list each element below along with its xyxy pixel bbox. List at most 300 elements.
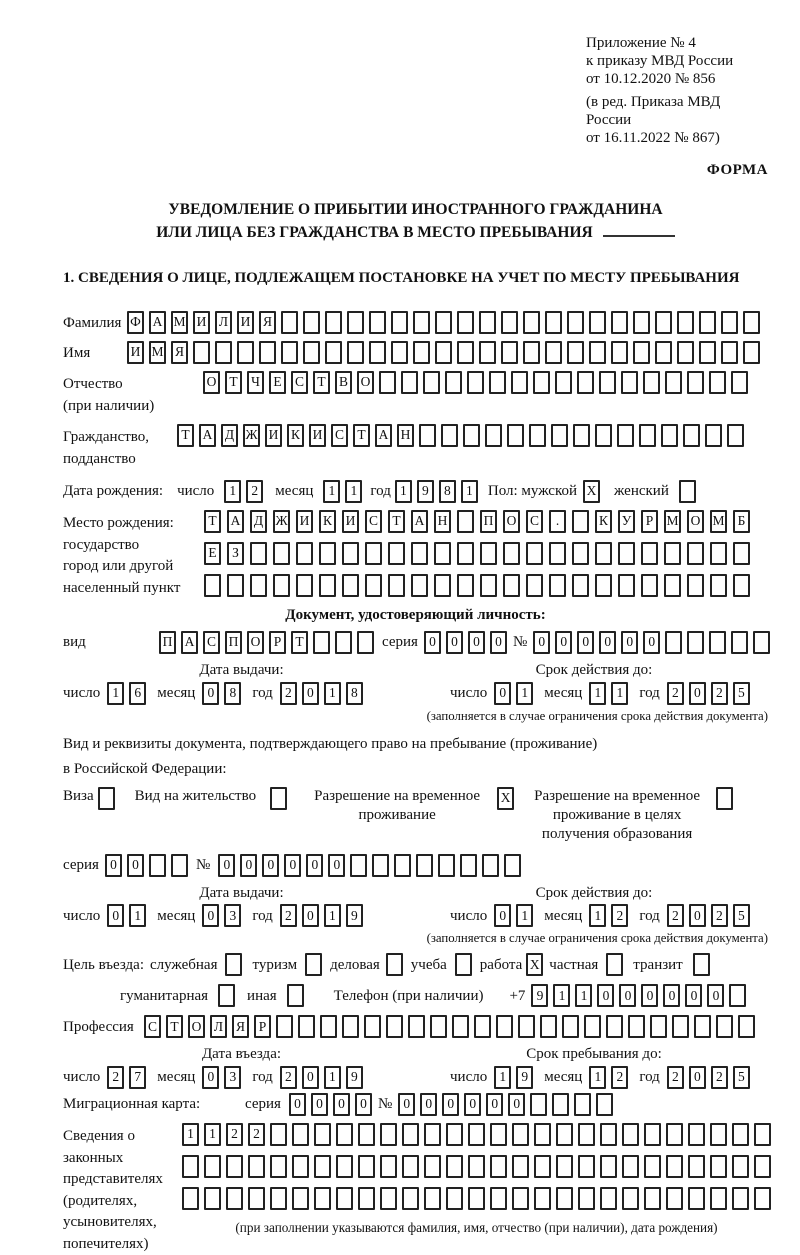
purpose-tourism-checkbox[interactable]: [305, 953, 322, 976]
char-cell[interactable]: 0: [127, 854, 144, 877]
profession-field[interactable]: [144, 1015, 755, 1038]
char-cell[interactable]: [507, 424, 524, 447]
char-cell[interactable]: 1: [553, 984, 570, 1007]
char-cell[interactable]: [552, 1093, 569, 1116]
char-cell[interactable]: 0: [355, 1093, 372, 1116]
staydoc-valid-day-field[interactable]: [494, 904, 533, 927]
char-cell[interactable]: [572, 510, 589, 533]
char-cell[interactable]: 0: [555, 631, 572, 654]
migration-number-field[interactable]: [398, 1093, 613, 1116]
char-cell[interactable]: 0: [420, 1093, 437, 1116]
char-cell[interactable]: [572, 542, 589, 565]
staydoc-number-field[interactable]: [218, 854, 521, 877]
char-cell[interactable]: Ч: [247, 371, 264, 394]
char-cell[interactable]: [358, 1155, 375, 1178]
char-cell[interactable]: [303, 341, 320, 364]
char-cell[interactable]: [518, 1015, 535, 1038]
char-cell[interactable]: [336, 1155, 353, 1178]
char-cell[interactable]: З: [227, 542, 244, 565]
purpose-humanitarian-checkbox[interactable]: [218, 984, 235, 1007]
purpose-work-checkbox[interactable]: [526, 953, 543, 976]
char-cell[interactable]: 0: [302, 1066, 319, 1089]
char-cell[interactable]: [549, 574, 566, 597]
char-cell[interactable]: [250, 542, 267, 565]
char-cell[interactable]: [567, 341, 584, 364]
char-cell[interactable]: 1: [182, 1123, 199, 1146]
char-cell[interactable]: [342, 1015, 359, 1038]
char-cell[interactable]: 1: [575, 984, 592, 1007]
char-cell[interactable]: А: [375, 424, 392, 447]
char-cell[interactable]: С: [144, 1015, 161, 1038]
char-cell[interactable]: [600, 1123, 617, 1146]
char-cell[interactable]: 2: [611, 1066, 628, 1089]
char-cell[interactable]: [434, 574, 451, 597]
char-cell[interactable]: П: [159, 631, 176, 654]
char-cell[interactable]: [572, 574, 589, 597]
char-cell[interactable]: [336, 1187, 353, 1210]
char-cell[interactable]: 2: [107, 1066, 124, 1089]
char-cell[interactable]: [350, 854, 367, 877]
char-cell[interactable]: Я: [232, 1015, 249, 1038]
char-cell[interactable]: [529, 424, 546, 447]
char-cell[interactable]: Б: [733, 510, 750, 533]
guardians-field-row2[interactable]: [182, 1155, 771, 1178]
char-cell[interactable]: [731, 631, 748, 654]
char-cell[interactable]: [677, 341, 694, 364]
char-cell[interactable]: 8: [224, 682, 241, 705]
char-cell[interactable]: Н: [397, 424, 414, 447]
char-cell[interactable]: [435, 311, 452, 334]
char-cell[interactable]: [596, 1093, 613, 1116]
char-cell[interactable]: [710, 542, 727, 565]
char-cell[interactable]: [423, 371, 440, 394]
char-cell[interactable]: 1: [516, 682, 533, 705]
char-cell[interactable]: [204, 1187, 221, 1210]
char-cell[interactable]: [357, 631, 374, 654]
char-cell[interactable]: Т: [204, 510, 221, 533]
char-cell[interactable]: [457, 510, 474, 533]
char-cell[interactable]: [584, 1015, 601, 1038]
char-cell[interactable]: [358, 1123, 375, 1146]
char-cell[interactable]: 1: [204, 1123, 221, 1146]
char-cell[interactable]: [556, 1187, 573, 1210]
char-cell[interactable]: [276, 1015, 293, 1038]
char-cell[interactable]: 9: [516, 1066, 533, 1089]
char-cell[interactable]: 1: [395, 480, 412, 503]
char-cell[interactable]: [716, 787, 733, 810]
patronymic-field[interactable]: [203, 371, 748, 394]
char-cell[interactable]: 0: [302, 682, 319, 705]
iddoc-series-field[interactable]: [424, 631, 507, 654]
char-cell[interactable]: 3: [224, 904, 241, 927]
char-cell[interactable]: Т: [313, 371, 330, 394]
purpose-business-checkbox[interactable]: [386, 953, 403, 976]
char-cell[interactable]: 0: [107, 904, 124, 927]
char-cell[interactable]: [589, 341, 606, 364]
char-cell[interactable]: 0: [619, 984, 636, 1007]
purpose-official-checkbox[interactable]: [225, 953, 242, 976]
char-cell[interactable]: Д: [221, 424, 238, 447]
char-cell[interactable]: А: [181, 631, 198, 654]
char-cell[interactable]: [699, 341, 716, 364]
char-cell[interactable]: [733, 542, 750, 565]
char-cell[interactable]: А: [149, 311, 166, 334]
char-cell[interactable]: [533, 371, 550, 394]
char-cell[interactable]: [457, 574, 474, 597]
char-cell[interactable]: О: [357, 371, 374, 394]
char-cell[interactable]: [237, 341, 254, 364]
char-cell[interactable]: [391, 311, 408, 334]
char-cell[interactable]: 1: [324, 1066, 341, 1089]
char-cell[interactable]: [434, 542, 451, 565]
char-cell[interactable]: Р: [641, 510, 658, 533]
char-cell[interactable]: 1: [461, 480, 478, 503]
char-cell[interactable]: [379, 371, 396, 394]
char-cell[interactable]: 0: [398, 1093, 415, 1116]
char-cell[interactable]: [549, 542, 566, 565]
char-cell[interactable]: [388, 574, 405, 597]
char-cell[interactable]: [683, 424, 700, 447]
char-cell[interactable]: Т: [291, 631, 308, 654]
char-cell[interactable]: [710, 1155, 727, 1178]
char-cell[interactable]: [305, 953, 322, 976]
char-cell[interactable]: [727, 424, 744, 447]
char-cell[interactable]: [296, 542, 313, 565]
char-cell[interactable]: [731, 371, 748, 394]
iddoc-issue-month-field[interactable]: [202, 682, 241, 705]
char-cell[interactable]: [556, 1123, 573, 1146]
char-cell[interactable]: [644, 1123, 661, 1146]
char-cell[interactable]: [573, 424, 590, 447]
char-cell[interactable]: [292, 1123, 309, 1146]
char-cell[interactable]: И: [296, 510, 313, 533]
char-cell[interactable]: [313, 631, 330, 654]
char-cell[interactable]: [732, 1123, 749, 1146]
iddoc-number-field[interactable]: [533, 631, 770, 654]
char-cell[interactable]: 1: [589, 682, 606, 705]
char-cell[interactable]: .: [549, 510, 566, 533]
name-field[interactable]: [127, 341, 760, 364]
char-cell[interactable]: [446, 1155, 463, 1178]
char-cell[interactable]: И: [127, 341, 144, 364]
rvp-checkbox[interactable]: [497, 787, 514, 810]
char-cell[interactable]: 0: [707, 984, 724, 1007]
char-cell[interactable]: [292, 1187, 309, 1210]
char-cell[interactable]: [754, 1155, 771, 1178]
char-cell[interactable]: [446, 1123, 463, 1146]
char-cell[interactable]: [503, 574, 520, 597]
char-cell[interactable]: [716, 1015, 733, 1038]
rvp-education-checkbox[interactable]: [716, 787, 733, 810]
char-cell[interactable]: [270, 1123, 287, 1146]
char-cell[interactable]: [754, 1187, 771, 1210]
char-cell[interactable]: [424, 1155, 441, 1178]
char-cell[interactable]: [441, 424, 458, 447]
char-cell[interactable]: 0: [333, 1093, 350, 1116]
char-cell[interactable]: Е: [204, 542, 221, 565]
char-cell[interactable]: [193, 341, 210, 364]
char-cell[interactable]: 0: [689, 1066, 706, 1089]
char-cell[interactable]: [530, 1093, 547, 1116]
char-cell[interactable]: [325, 341, 342, 364]
char-cell[interactable]: [709, 631, 726, 654]
char-cell[interactable]: [595, 542, 612, 565]
char-cell[interactable]: [424, 1187, 441, 1210]
char-cell[interactable]: [314, 1123, 331, 1146]
char-cell[interactable]: 5: [733, 682, 750, 705]
char-cell[interactable]: [204, 1155, 221, 1178]
char-cell[interactable]: А: [227, 510, 244, 533]
char-cell[interactable]: 2: [611, 904, 628, 927]
char-cell[interactable]: [606, 1015, 623, 1038]
residence-permit-checkbox[interactable]: [270, 787, 287, 810]
migration-series-field[interactable]: [289, 1093, 372, 1116]
char-cell[interactable]: И: [342, 510, 359, 533]
char-cell[interactable]: [641, 574, 658, 597]
char-cell[interactable]: Р: [254, 1015, 271, 1038]
char-cell[interactable]: Н: [434, 510, 451, 533]
char-cell[interactable]: [732, 1155, 749, 1178]
char-cell[interactable]: [319, 542, 336, 565]
char-cell[interactable]: [485, 424, 502, 447]
char-cell[interactable]: [250, 574, 267, 597]
char-cell[interactable]: 0: [641, 984, 658, 1007]
phone-field[interactable]: [531, 984, 746, 1007]
char-cell[interactable]: [480, 574, 497, 597]
char-cell[interactable]: М: [664, 510, 681, 533]
char-cell[interactable]: [688, 1187, 705, 1210]
char-cell[interactable]: [446, 1187, 463, 1210]
char-cell[interactable]: [204, 574, 221, 597]
char-cell[interactable]: А: [199, 424, 216, 447]
char-cell[interactable]: [270, 1187, 287, 1210]
char-cell[interactable]: [457, 542, 474, 565]
char-cell[interactable]: 1: [324, 904, 341, 927]
char-cell[interactable]: Т: [353, 424, 370, 447]
char-cell[interactable]: [369, 311, 386, 334]
char-cell[interactable]: [687, 371, 704, 394]
char-cell[interactable]: [380, 1155, 397, 1178]
purpose-transit-checkbox[interactable]: [693, 953, 710, 976]
char-cell[interactable]: [721, 341, 738, 364]
char-cell[interactable]: [419, 424, 436, 447]
visa-checkbox[interactable]: [98, 787, 115, 810]
char-cell[interactable]: [171, 854, 188, 877]
char-cell[interactable]: [413, 311, 430, 334]
birthplace-field-row3[interactable]: [204, 574, 750, 597]
birthplace-field-row2[interactable]: [204, 542, 750, 565]
char-cell[interactable]: [754, 1123, 771, 1146]
char-cell[interactable]: [503, 542, 520, 565]
char-cell[interactable]: [319, 574, 336, 597]
char-cell[interactable]: [273, 574, 290, 597]
char-cell[interactable]: [408, 1015, 425, 1038]
char-cell[interactable]: М: [149, 341, 166, 364]
char-cell[interactable]: 0: [202, 682, 219, 705]
char-cell[interactable]: [628, 1015, 645, 1038]
char-cell[interactable]: 2: [667, 904, 684, 927]
char-cell[interactable]: [643, 371, 660, 394]
char-cell[interactable]: [467, 371, 484, 394]
char-cell[interactable]: [644, 1187, 661, 1210]
char-cell[interactable]: [182, 1187, 199, 1210]
char-cell[interactable]: [705, 424, 722, 447]
staydoc-series-field[interactable]: [105, 854, 188, 877]
purpose-other-checkbox[interactable]: [287, 984, 304, 1007]
staydoc-valid-year-field[interactable]: [667, 904, 750, 927]
char-cell[interactable]: 0: [240, 854, 257, 877]
char-cell[interactable]: [463, 424, 480, 447]
sex-female-checkbox[interactable]: [679, 480, 696, 503]
char-cell[interactable]: [501, 341, 518, 364]
char-cell[interactable]: Я: [171, 341, 188, 364]
char-cell[interactable]: Е: [269, 371, 286, 394]
char-cell[interactable]: 0: [494, 904, 511, 927]
char-cell[interactable]: [512, 1123, 529, 1146]
char-cell[interactable]: [595, 574, 612, 597]
char-cell[interactable]: [386, 1015, 403, 1038]
char-cell[interactable]: [672, 1015, 689, 1038]
char-cell[interactable]: [621, 371, 638, 394]
char-cell[interactable]: X: [497, 787, 514, 810]
char-cell[interactable]: [336, 1123, 353, 1146]
guardians-field-row1[interactable]: [182, 1123, 771, 1146]
char-cell[interactable]: 0: [464, 1093, 481, 1116]
staydoc-valid-month-field[interactable]: [589, 904, 628, 927]
char-cell[interactable]: И: [309, 424, 326, 447]
staydoc-issue-year-field[interactable]: [280, 904, 363, 927]
char-cell[interactable]: 8: [346, 682, 363, 705]
char-cell[interactable]: [555, 371, 572, 394]
char-cell[interactable]: [526, 542, 543, 565]
char-cell[interactable]: [732, 1187, 749, 1210]
char-cell[interactable]: 0: [533, 631, 550, 654]
char-cell[interactable]: К: [595, 510, 612, 533]
char-cell[interactable]: [562, 1015, 579, 1038]
guardians-field-row3[interactable]: [182, 1187, 771, 1210]
char-cell[interactable]: [540, 1015, 557, 1038]
char-cell[interactable]: [687, 631, 704, 654]
char-cell[interactable]: [679, 480, 696, 503]
char-cell[interactable]: [320, 1015, 337, 1038]
char-cell[interactable]: [622, 1123, 639, 1146]
char-cell[interactable]: [455, 953, 472, 976]
birth-month-field[interactable]: [323, 480, 362, 503]
char-cell[interactable]: [687, 542, 704, 565]
char-cell[interactable]: [606, 953, 623, 976]
char-cell[interactable]: П: [480, 510, 497, 533]
char-cell[interactable]: [149, 854, 166, 877]
char-cell[interactable]: [721, 311, 738, 334]
char-cell[interactable]: Д: [250, 510, 267, 533]
stayuntil-day-field[interactable]: [494, 1066, 533, 1089]
char-cell[interactable]: [644, 1155, 661, 1178]
char-cell[interactable]: [534, 1155, 551, 1178]
char-cell[interactable]: 0: [621, 631, 638, 654]
char-cell[interactable]: 3: [224, 1066, 241, 1089]
char-cell[interactable]: [227, 574, 244, 597]
char-cell[interactable]: 0: [468, 631, 485, 654]
char-cell[interactable]: [710, 1187, 727, 1210]
char-cell[interactable]: [394, 854, 411, 877]
char-cell[interactable]: [655, 311, 672, 334]
sex-male-checkbox[interactable]: [583, 480, 600, 503]
char-cell[interactable]: [402, 1123, 419, 1146]
char-cell[interactable]: [402, 1155, 419, 1178]
char-cell[interactable]: [468, 1155, 485, 1178]
char-cell[interactable]: Ж: [273, 510, 290, 533]
char-cell[interactable]: [365, 542, 382, 565]
char-cell[interactable]: [693, 953, 710, 976]
char-cell[interactable]: Т: [225, 371, 242, 394]
char-cell[interactable]: [545, 341, 562, 364]
char-cell[interactable]: Я: [259, 311, 276, 334]
char-cell[interactable]: 0: [306, 854, 323, 877]
char-cell[interactable]: [480, 542, 497, 565]
char-cell[interactable]: [226, 1155, 243, 1178]
char-cell[interactable]: 1: [611, 682, 628, 705]
char-cell[interactable]: [618, 574, 635, 597]
char-cell[interactable]: 2: [246, 480, 263, 503]
char-cell[interactable]: [512, 1155, 529, 1178]
char-cell[interactable]: [287, 984, 304, 1007]
char-cell[interactable]: [523, 341, 540, 364]
char-cell[interactable]: Ж: [243, 424, 260, 447]
char-cell[interactable]: 0: [689, 682, 706, 705]
char-cell[interactable]: [595, 424, 612, 447]
char-cell[interactable]: 0: [218, 854, 235, 877]
char-cell[interactable]: [655, 341, 672, 364]
char-cell[interactable]: [457, 311, 474, 334]
char-cell[interactable]: И: [237, 311, 254, 334]
char-cell[interactable]: [411, 574, 428, 597]
char-cell[interactable]: 7: [129, 1066, 146, 1089]
char-cell[interactable]: 5: [733, 1066, 750, 1089]
char-cell[interactable]: [314, 1187, 331, 1210]
char-cell[interactable]: [438, 854, 455, 877]
char-cell[interactable]: 0: [446, 631, 463, 654]
char-cell[interactable]: 2: [280, 1066, 297, 1089]
char-cell[interactable]: X: [526, 953, 543, 976]
char-cell[interactable]: [270, 787, 287, 810]
char-cell[interactable]: [457, 341, 474, 364]
char-cell[interactable]: Т: [388, 510, 405, 533]
entry-day-field[interactable]: [107, 1066, 146, 1089]
char-cell[interactable]: [413, 341, 430, 364]
char-cell[interactable]: [617, 424, 634, 447]
char-cell[interactable]: [182, 1155, 199, 1178]
iddoc-valid-year-field[interactable]: [667, 682, 750, 705]
char-cell[interactable]: [743, 311, 760, 334]
char-cell[interactable]: [738, 1015, 755, 1038]
char-cell[interactable]: У: [618, 510, 635, 533]
char-cell[interactable]: [479, 341, 496, 364]
char-cell[interactable]: Л: [215, 311, 232, 334]
char-cell[interactable]: [292, 1155, 309, 1178]
char-cell[interactable]: [430, 1015, 447, 1038]
char-cell[interactable]: [248, 1187, 265, 1210]
char-cell[interactable]: [578, 1155, 595, 1178]
char-cell[interactable]: [504, 854, 521, 877]
char-cell[interactable]: [489, 371, 506, 394]
purpose-private-checkbox[interactable]: [606, 953, 623, 976]
char-cell[interactable]: О: [687, 510, 704, 533]
entry-year-field[interactable]: [280, 1066, 363, 1089]
char-cell[interactable]: [298, 1015, 315, 1038]
iddoc-kind-field[interactable]: [159, 631, 374, 654]
char-cell[interactable]: [347, 341, 364, 364]
char-cell[interactable]: К: [319, 510, 336, 533]
